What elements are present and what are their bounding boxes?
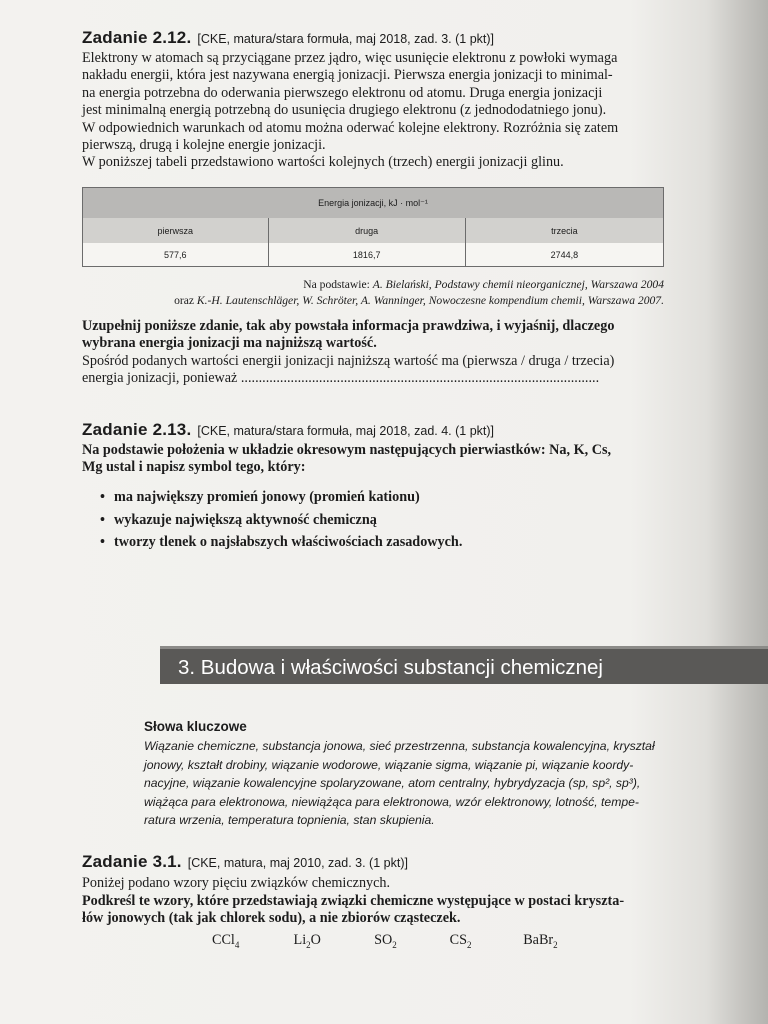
- task-2-12-sentence: [82, 353, 672, 388]
- body-line: Elektrony w atomach są przyciągane przez jądro, więc usunięcie elektronu z powłoki wymaga: [82, 50, 618, 66]
- task-title: Zadanie 2.13.: [82, 420, 192, 439]
- keywords-line: nacyjne, wiązanie kowalencyjne spolaryzowane, atom centralny, hybrydyzacja (sp, sp², sp³),: [144, 776, 641, 791]
- formula-ccl4[interactable]: CCl$_4$: [212, 932, 240, 950]
- task-2-12-body: [82, 50, 672, 172]
- list-item: • wykazuje największą aktywność chemiczną: [100, 509, 462, 532]
- task-2-12-instruction: [82, 318, 672, 353]
- table-header-row: [83, 188, 663, 219]
- formula-cs2[interactable]: $CS_2$: [449, 932, 472, 950]
- keywords-line: wiążąca para elektronowa, niewiążąca para elektronowa, wzór elektronowy, lotność, tempe-: [144, 794, 639, 809]
- body-line: pierwszą, drugą i kolejne energie jonizacji.: [82, 137, 326, 154]
- instruction-line: Podkreśl te wzory, które przedstawiają związki chemiczne występujące w postaci kryszta-: [82, 893, 625, 909]
- table-row: [83, 243, 663, 266]
- sentence-line: Spośród podanych wartości energii jonizacji najniższą wartość ma (pierwsza / druga / trzecia): [82, 353, 615, 369]
- formula-li2o[interactable]: $Li_2O$: [293, 932, 321, 950]
- formula-babr2[interactable]: BaBr$_2$: [523, 932, 558, 950]
- task-source: [CKE, matura, maj 2010, zad. 3. (1 pkt)]: [187, 856, 408, 870]
- column-header: pierwsza: [83, 218, 269, 243]
- keywords-line: ratura wrzenia, temperatura topnienia, stan skupienia.: [144, 813, 435, 828]
- table-cell: 1816,7: [269, 243, 466, 266]
- task-title: Zadanie 2.12.: [82, 28, 192, 47]
- instruction-line: łów jonowych (tak jak chlorek sodu), a nie zbiorów cząsteczek.: [82, 910, 461, 927]
- body-line: W poniższej tabeli przedstawiono wartości kolejnych (trzech) energii jonizacji glinu.: [82, 154, 564, 171]
- body-line: na energia potrzebna do oderwania pierwszego elektronu od atomu. Druga energia jonizacji: [82, 84, 603, 101]
- table-cell: 577,6: [83, 243, 269, 266]
- keywords-text: [144, 737, 664, 830]
- column-header: druga: [269, 218, 466, 243]
- formula-so2[interactable]: $SO_2$: [374, 932, 397, 950]
- body-line: jest minimalną energią potrzebną do usunięcia drugiego elektronu (z jednododatniego jonu).: [82, 102, 607, 119]
- task-source: [CKE, matura/stara formuła, maj 2018, zad. 3. (1 pkt)]: [197, 32, 495, 46]
- task-2-12-header: [82, 28, 494, 48]
- source-line: Na podstawie: A. Bielański, Podstawy chemii nieorganicznej, Warszawa 2004: [303, 278, 664, 291]
- answer-line: energia jonizacji, ponieważ .....................................................................................................: [82, 370, 600, 387]
- task-2-13-header: [82, 420, 494, 440]
- instruction-line: wybrana energia jonizacji ma najniższą wartość.: [82, 335, 377, 352]
- task-2-13-bullets: [100, 486, 462, 554]
- list-item: • ma największy promień jonowy (promień kationu): [100, 486, 462, 509]
- task-2-13-instruction: [82, 442, 672, 477]
- column-header: trzecia: [551, 225, 578, 236]
- instruction-line: Mg ustal i napisz symbol tego, który:: [82, 459, 306, 476]
- task-3-1-header: [82, 852, 408, 872]
- source-line: oraz K.-H. Lautenschläger, W. Schröter, A. Wanninger, Nowoczesne kompendium chemii, Warszawa 2007.: [174, 294, 664, 307]
- ionization-energy-table: [82, 187, 664, 267]
- keywords-title: Słowa kluczowe: [144, 719, 247, 734]
- intro-line: Poniżej podano wzory pięciu związków chemicznych.: [82, 875, 391, 891]
- body-line: nakładu energii, która jest nazywana energią jonizacji. Pierwsza energia jonizacji to minimal-: [82, 67, 613, 84]
- formula-list: [212, 932, 558, 950]
- task-title: Zadanie 3.1.: [82, 852, 182, 871]
- table-header-cell: Energia jonizacji, kJ · mol⁻¹: [318, 197, 428, 208]
- keywords-line: Wiązanie chemiczne, substancja jonowa, sieć przestrzenna, substancja kowalencyjna, kryształ: [144, 739, 655, 753]
- instruction-line: Na podstawie położenia w układzie okresowym następujących pierwiastków: Na, K, Cs,: [82, 442, 612, 458]
- list-item: • tworzy tlenek o najsłabszych właściwościach zasadowych.: [100, 531, 462, 554]
- table-columns-row: [83, 218, 663, 244]
- task-3-1-instruction: [82, 893, 672, 928]
- body-line: W odpowiednich warunkach od atomu można oderwać kolejne elektrony. Rozróżnia się zatem: [82, 119, 619, 136]
- keywords-line: jonowy, kształt drobiny, wiązanie wodorowe, wiązanie sigma, wiązanie pi, wiązanie koordy-: [144, 757, 634, 772]
- table-source-note: [82, 277, 664, 309]
- task-3-1-intro: [82, 875, 672, 892]
- instruction-line: Uzupełnij poniższe zdanie, tak aby powstała informacja prawdziwa, i wyjaśnij, dlaczego: [82, 318, 615, 334]
- table-cell: 2744,8: [550, 249, 579, 260]
- task-source: [CKE, matura/stara formuła, maj 2018, zad. 4. (1 pkt)]: [197, 424, 495, 438]
- chapter-heading: 3. Budowa i właściwości substancji chemicznej: [160, 646, 768, 684]
